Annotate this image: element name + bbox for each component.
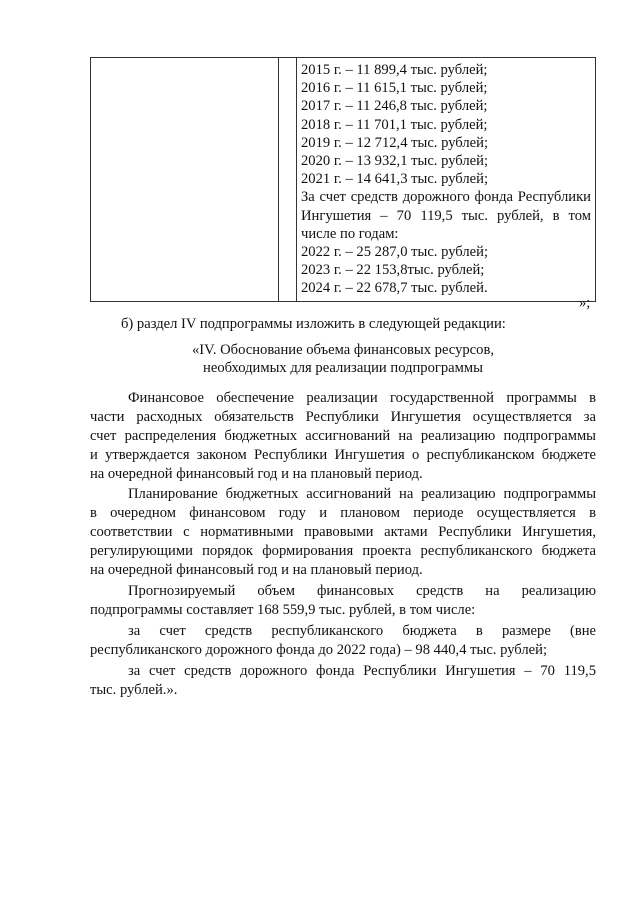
road-fund-text: За счет средств дорожного фонда Республики [301, 189, 591, 206]
paragraph-line: за счет средств республиканского бюджета в размере (вне [128, 623, 596, 639]
paragraph-line: в очередном финансовом году и плановом периоде осуществляется в [90, 505, 596, 521]
paragraph-line: Финансовое обеспечение реализации государственной программы в [128, 390, 596, 406]
paragraph-line: части расходных обязательств Республики Ингушетия осуществляется за [90, 409, 596, 425]
road-fund-text: числе по годам: [301, 225, 399, 242]
year-line: 2018 г. – 11 701,1 тыс. рублей; [301, 116, 488, 133]
funding-table [90, 57, 596, 302]
year-line: 2021 г. – 14 641,3 тыс. рублей; [301, 171, 488, 188]
year-line: 2015 г. – 11 899,4 тыс. рублей; [301, 62, 488, 78]
table-row [91, 58, 596, 302]
section-heading-line1: «IV. Обоснование объема финансовых ресурсов, [192, 342, 494, 358]
table-cell-narrow [279, 58, 297, 302]
paragraph-line: Прогнозируемый объем финансовых средств на реализацию [128, 583, 596, 599]
road-fund-text: Ингушетия – 70 119,5 тыс. рублей, в том [301, 207, 591, 224]
paragraph-line: тыс. рублей.». [90, 682, 178, 698]
paragraph-line: подпрограммы составляет 168 559,9 тыс. рублей, в том числе: [90, 602, 476, 618]
year-line: 2020 г. – 13 932,1 тыс. рублей; [301, 153, 488, 170]
year-line: 2023 г. – 22 153,8тыс. рублей; [301, 262, 485, 279]
paragraph-line: Планирование бюджетных ассигнований на реализацию подпрограммы [128, 486, 596, 502]
paragraph-line: счет распределения бюджетных ассигнований на реализацию подпрограммы [90, 428, 596, 444]
paragraph-line: за счет средств дорожного фонда Республики Ингушетия – 70 119,5 [128, 663, 596, 679]
paragraph-line: на очередной финансовый год и на плановый период. [90, 562, 423, 578]
section-heading-line2: необходимых для реализации подпрограммы [203, 360, 483, 376]
paragraph-line: республиканского дорожного фонда до 2022 года) – 98 440,4 тыс. рублей; [90, 642, 547, 658]
item-b: б) раздел IV подпрограммы изложить в следующей редакции: [121, 316, 506, 332]
year-line: 2017 г. – 11 246,8 тыс. рублей; [301, 98, 488, 115]
year-line: 2016 г. – 11 615,1 тыс. рублей; [301, 80, 488, 97]
year-line: 2022 г. – 25 287,0 тыс. рублей; [301, 244, 488, 261]
table-cell-funding [297, 58, 596, 302]
closing-quote: »; [579, 295, 591, 311]
year-line: 2019 г. – 12 712,4 тыс. рублей; [301, 134, 488, 151]
paragraph-line: соответствии с нормативными правовыми актами Республики Ингушетия, [90, 524, 596, 540]
table-cell-empty [91, 58, 279, 302]
year-line: 2024 г. – 22 678,7 тыс. рублей. [301, 280, 488, 297]
paragraph-line: и утверждается законом Республики Ингушетия о республиканском бюджете [90, 447, 596, 463]
paragraph-line: регулирующими порядок формирования проекта республиканского бюджета [90, 543, 596, 559]
paragraph-line: на очередной финансовый год и на плановый период. [90, 466, 423, 482]
